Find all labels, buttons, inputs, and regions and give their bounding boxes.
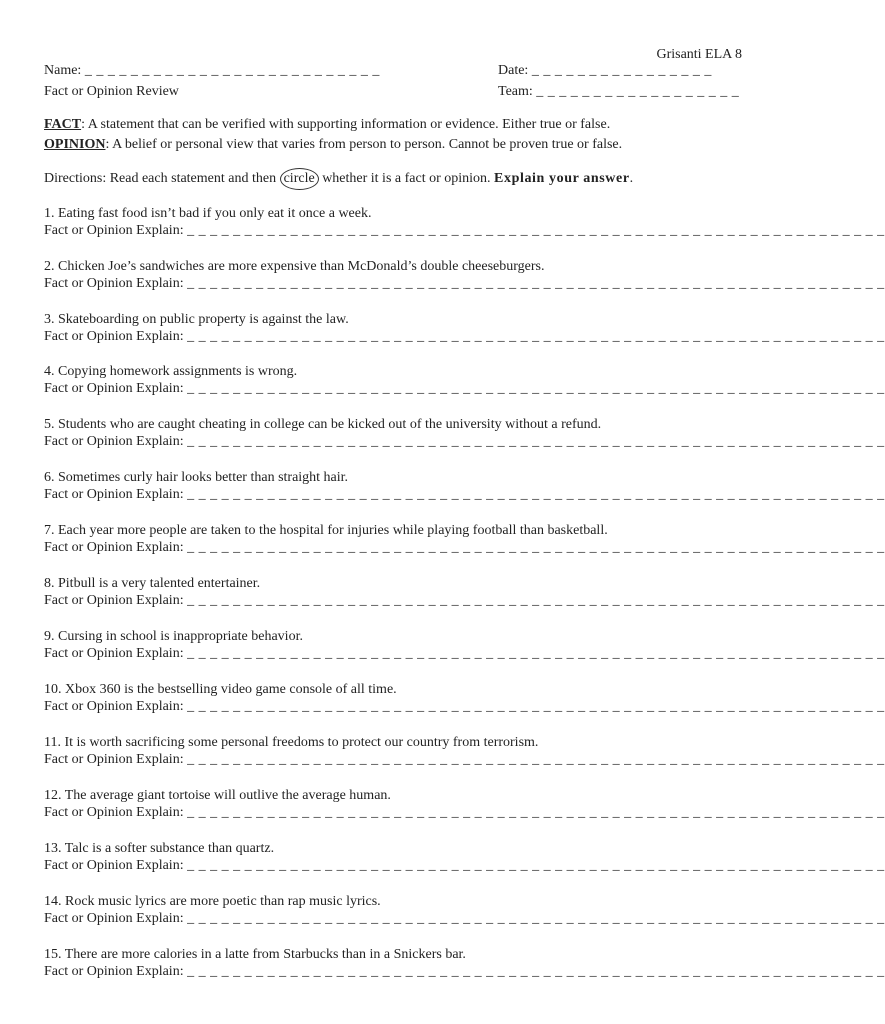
answer-line[interactable] (44, 276, 885, 292)
answer-prefix: Fact or Opinion Explain: (44, 276, 184, 291)
directions-after: whether it is a fact or opinion. (318, 171, 495, 186)
answer-line[interactable] (44, 329, 885, 345)
answer-prefix: Fact or Opinion Explain: (44, 381, 184, 396)
opinion-term: OPINION (44, 137, 106, 152)
team-field[interactable] (498, 84, 739, 100)
question-statement: 3. Skateboarding on public property is against the law. (44, 312, 349, 327)
answer-line[interactable] (44, 805, 885, 821)
question-item (44, 841, 885, 874)
circled-word: circle (280, 168, 319, 190)
question-item (44, 947, 885, 980)
worksheet-title: Fact or Opinion Review (44, 84, 179, 99)
question-item (44, 682, 885, 715)
answer-prefix: Fact or Opinion Explain: (44, 805, 184, 820)
opinion-text: : A belief or personal view that varies from person to person. Cannot be proven true or false. (105, 137, 623, 152)
question-item (44, 735, 885, 768)
answer-prefix: Fact or Opinion Explain: (44, 434, 184, 449)
fact-term: FACT (44, 117, 82, 132)
question-statement: 1. Eating fast food isn’t bad if you only eat it once a week. (44, 206, 372, 221)
answer-prefix: Fact or Opinion Explain: (44, 964, 184, 979)
question-statement: 6. Sometimes curly hair looks better than straight hair. (44, 470, 349, 485)
name-label: Name: (44, 63, 82, 78)
date-blank: _ _ _ _ _ _ _ _ _ _ _ _ _ _ _ _ (531, 63, 712, 78)
answer-line[interactable] (44, 911, 885, 927)
question-item (44, 788, 885, 821)
answer-line[interactable] (44, 964, 885, 980)
question-item (44, 259, 885, 292)
question-statement: 11. It is worth sacrificing some personal freedoms to protect our country from terrorism. (44, 735, 539, 750)
directions-bold: Explain your answer (494, 171, 630, 186)
fact-text: : A statement that can be verified with supporting information or evidence. Either true or false. (81, 117, 611, 132)
question-item (44, 206, 885, 239)
answer-line[interactable] (44, 752, 885, 768)
answer-line[interactable] (44, 487, 885, 503)
answer-blank: _ _ _ _ _ _ _ _ _ _ _ _ _ _ _ _ _ _ _ _ _ _ _ _ _ _ _ _ _ _ _ _ _ _ _ _ _ _ _ _ _ _ _ _ _ _ _ _ _ _ _ _ _ _ _ _ _ _ _ _ _ (187, 329, 885, 344)
question-statement: 8. Pitbull is a very talented entertainer. (44, 576, 261, 591)
question-statement: 13. Talc is a softer substance than quartz. (44, 841, 275, 856)
answer-prefix: Fact or Opinion Explain: (44, 487, 184, 502)
date-field[interactable] (498, 63, 712, 79)
answer-line[interactable] (44, 540, 885, 556)
question-item (44, 576, 885, 609)
question-item (44, 312, 885, 345)
answer-blank: _ _ _ _ _ _ _ _ _ _ _ _ _ _ _ _ _ _ _ _ _ _ _ _ _ _ _ _ _ _ _ _ _ _ _ _ _ _ _ _ _ _ _ _ _ _ _ _ _ _ _ _ _ _ _ _ _ _ _ _ _ (187, 487, 885, 502)
question-item (44, 470, 885, 503)
answer-blank: _ _ _ _ _ _ _ _ _ _ _ _ _ _ _ _ _ _ _ _ _ _ _ _ _ _ _ _ _ _ _ _ _ _ _ _ _ _ _ _ _ _ _ _ _ _ _ _ _ _ _ _ _ _ _ _ _ _ _ _ _ (187, 911, 885, 926)
answer-prefix: Fact or Opinion Explain: (44, 593, 184, 608)
answer-prefix: Fact or Opinion Explain: (44, 699, 184, 714)
question-statement: 4. Copying homework assignments is wrong. (44, 364, 298, 379)
answer-blank: _ _ _ _ _ _ _ _ _ _ _ _ _ _ _ _ _ _ _ _ _ _ _ _ _ _ _ _ _ _ _ _ _ _ _ _ _ _ _ _ _ _ _ _ _ _ _ _ _ _ _ _ _ _ _ _ _ _ _ _ _ (187, 752, 885, 767)
answer-line[interactable] (44, 381, 885, 397)
answer-prefix: Fact or Opinion Explain: (44, 329, 184, 344)
answer-prefix: Fact or Opinion Explain: (44, 223, 184, 238)
question-statement: 10. Xbox 360 is the bestselling video game console of all time. (44, 682, 397, 697)
answer-line[interactable] (44, 593, 885, 609)
question-statement: 7. Each year more people are taken to the hospital for injuries while playing football than basketball. (44, 523, 608, 538)
name-blank: _ _ _ _ _ _ _ _ _ _ _ _ _ _ _ _ _ _ _ _ _ _ _ _ _ _ (84, 63, 380, 78)
opinion-definition (44, 137, 622, 153)
answer-blank: _ _ _ _ _ _ _ _ _ _ _ _ _ _ _ _ _ _ _ _ _ _ _ _ _ _ _ _ _ _ _ _ _ _ _ _ _ _ _ _ _ _ _ _ _ _ _ _ _ _ _ _ _ _ _ _ _ _ _ _ _ (187, 434, 885, 449)
answer-line[interactable] (44, 646, 885, 662)
question-statement: 5. Students who are caught cheating in college can be kicked out of the university without a refund. (44, 417, 602, 432)
answer-blank: _ _ _ _ _ _ _ _ _ _ _ _ _ _ _ _ _ _ _ _ _ _ _ _ _ _ _ _ _ _ _ _ _ _ _ _ _ _ _ _ _ _ _ _ _ _ _ _ _ _ _ _ _ _ _ _ _ _ _ _ _ (187, 646, 885, 661)
answer-prefix: Fact or Opinion Explain: (44, 646, 184, 661)
answer-blank: _ _ _ _ _ _ _ _ _ _ _ _ _ _ _ _ _ _ _ _ _ _ _ _ _ _ _ _ _ _ _ _ _ _ _ _ _ _ _ _ _ _ _ _ _ _ _ _ _ _ _ _ _ _ _ _ _ _ _ _ _ (187, 699, 885, 714)
team-blank: _ _ _ _ _ _ _ _ _ _ _ _ _ _ _ _ _ _ (536, 84, 740, 99)
answer-line[interactable] (44, 699, 885, 715)
answer-blank: _ _ _ _ _ _ _ _ _ _ _ _ _ _ _ _ _ _ _ _ _ _ _ _ _ _ _ _ _ _ _ _ _ _ _ _ _ _ _ _ _ _ _ _ _ _ _ _ _ _ _ _ _ _ _ _ _ _ _ _ _ (187, 858, 885, 873)
answer-prefix: Fact or Opinion Explain: (44, 752, 184, 767)
answer-blank: _ _ _ _ _ _ _ _ _ _ _ _ _ _ _ _ _ _ _ _ _ _ _ _ _ _ _ _ _ _ _ _ _ _ _ _ _ _ _ _ _ _ _ _ _ _ _ _ _ _ _ _ _ _ _ _ _ _ _ _ _ (187, 223, 885, 238)
question-statement: 15. There are more calories in a latte from Starbucks than in a Snickers bar. (44, 947, 466, 962)
answer-prefix: Fact or Opinion Explain: (44, 858, 184, 873)
answer-blank: _ _ _ _ _ _ _ _ _ _ _ _ _ _ _ _ _ _ _ _ _ _ _ _ _ _ _ _ _ _ _ _ _ _ _ _ _ _ _ _ _ _ _ _ _ _ _ _ _ _ _ _ _ _ _ _ _ _ _ _ _ (187, 964, 885, 979)
name-field[interactable] (44, 63, 380, 79)
answer-line[interactable] (44, 858, 885, 874)
date-label: Date: (498, 63, 529, 78)
directions-before: Directions: Read each statement and then (44, 171, 280, 186)
directions-end: . (629, 171, 634, 186)
answer-blank: _ _ _ _ _ _ _ _ _ _ _ _ _ _ _ _ _ _ _ _ _ _ _ _ _ _ _ _ _ _ _ _ _ _ _ _ _ _ _ _ _ _ _ _ _ _ _ _ _ _ _ _ _ _ _ _ _ _ _ _ _ (187, 381, 885, 396)
answer-blank: _ _ _ _ _ _ _ _ _ _ _ _ _ _ _ _ _ _ _ _ _ _ _ _ _ _ _ _ _ _ _ _ _ _ _ _ _ _ _ _ _ _ _ _ _ _ _ _ _ _ _ _ _ _ _ _ _ _ _ _ _ (187, 593, 885, 608)
directions (44, 171, 633, 187)
answer-line[interactable] (44, 434, 885, 450)
question-item (44, 523, 885, 556)
fact-definition (44, 117, 610, 133)
team-label: Team: (498, 84, 533, 99)
question-item (44, 417, 885, 450)
question-statement: 14. Rock music lyrics are more poetic than rap music lyrics. (44, 894, 381, 909)
question-item (44, 629, 885, 662)
answer-line[interactable] (44, 223, 885, 239)
question-item (44, 894, 885, 927)
course-label: Grisanti ELA 8 (656, 47, 742, 62)
answer-prefix: Fact or Opinion Explain: (44, 540, 184, 555)
answer-blank: _ _ _ _ _ _ _ _ _ _ _ _ _ _ _ _ _ _ _ _ _ _ _ _ _ _ _ _ _ _ _ _ _ _ _ _ _ _ _ _ _ _ _ _ _ _ _ _ _ _ _ _ _ _ _ _ _ _ _ _ _ (187, 276, 885, 291)
question-item (44, 364, 885, 397)
answer-prefix: Fact or Opinion Explain: (44, 911, 184, 926)
question-statement: 9. Cursing in school is inappropriate behavior. (44, 629, 303, 644)
question-statement: 2. Chicken Joe’s sandwiches are more expensive than McDonald’s double cheeseburgers. (44, 259, 545, 274)
question-statement: 12. The average giant tortoise will outlive the average human. (44, 788, 391, 803)
answer-blank: _ _ _ _ _ _ _ _ _ _ _ _ _ _ _ _ _ _ _ _ _ _ _ _ _ _ _ _ _ _ _ _ _ _ _ _ _ _ _ _ _ _ _ _ _ _ _ _ _ _ _ _ _ _ _ _ _ _ _ _ _ (187, 805, 885, 820)
answer-blank: _ _ _ _ _ _ _ _ _ _ _ _ _ _ _ _ _ _ _ _ _ _ _ _ _ _ _ _ _ _ _ _ _ _ _ _ _ _ _ _ _ _ _ _ _ _ _ _ _ _ _ _ _ _ _ _ _ _ _ _ _ (187, 540, 885, 555)
